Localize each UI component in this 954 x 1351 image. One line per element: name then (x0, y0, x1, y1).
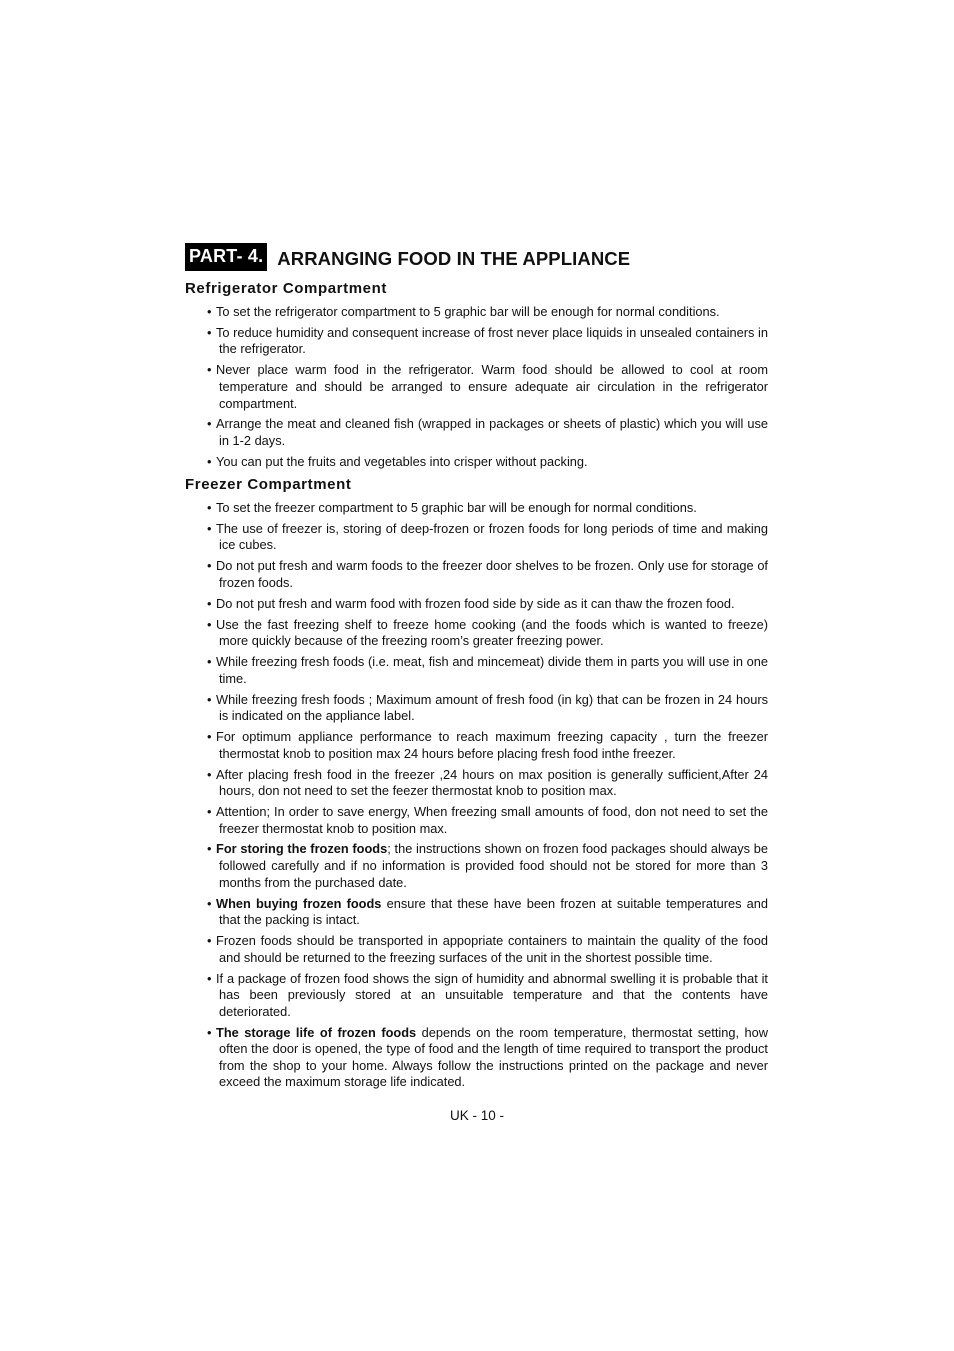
freezer-list (185, 500, 768, 1091)
page-number: UK - 10 - (449, 1108, 504, 1123)
list-item: • Frozen foods should be transported in appopriate containers to maintain the quality of the food and should be returned to the freezing surfaces of the unit in the shortest possible time. (207, 933, 768, 965)
refrigerator-section-title: Refrigerator Compartment (185, 280, 387, 297)
list-item: • Never place warm food in the refrigerator. Warm food should be allowed to cool at room temperature and should be arranged to ensure adequate air circulation in the refrigerator compartment. (207, 362, 768, 411)
list-item: • After placing fresh food in the freezer ,24 hours on max position is generally sufficient,After 24 hours, don not need to set the feezer thermostat knob to position max. (207, 766, 768, 799)
list-item: • For optimum appliance performance to reach maximum freezing capacity , turn the freezer thermostat knob to position max 24 hours before placing fresh food inthe freezer. (207, 729, 768, 761)
part-badge: PART- 4. (185, 243, 267, 271)
emphasis: For storing the frozen foods (216, 841, 388, 857)
refrigerator-list (185, 304, 768, 471)
list-item: • The use of freezer is, storing of deep-frozen or frozen foods for long periods of time and making ice cubes. (207, 520, 768, 553)
manual-page (185, 243, 768, 1095)
freezer-section-title: Freezer Compartment (185, 475, 352, 493)
list-item: • Do not put fresh and warm foods to the freezer door shelves to be frozen. Only use for storage of frozen foods. (207, 558, 768, 590)
list-item: • For storing the frozen foods; the instructions shown on frozen food packages should always be followed carefully and if no information is provided food should not be stored for more than 3 months from the purchased date. (207, 841, 768, 890)
list-item: • When buying frozen foods ensure that these have been frozen at suitable temperatures and that the packing is intact. (207, 895, 768, 928)
list-item: • To set the refrigerator compartment to 5 graphic bar will be enough for normal conditions. (207, 304, 720, 319)
list-item: • Arrange the meat and cleaned fish (wrapped in packages or sheets of plastic) which you will use in 1-2 days. (207, 416, 768, 449)
list-item: • Use the fast freezing shelf to freeze home cooking (and the foods which is wanted to freeze) more quickly because of the freezing room’s greater freezing power. (207, 616, 768, 649)
page-title: ARRANGING FOOD IN THE APPLIANCE (277, 247, 631, 269)
list-item: • You can put the fruits and vegetables into crisper without packing. (207, 453, 588, 469)
emphasis: The storage life of frozen foods (216, 1024, 417, 1040)
list-item: • Do not put fresh and warm food with frozen food side by side as it can thaw the frozen food. (207, 595, 735, 611)
list-item: • To set the freezer compartment to 5 graphic bar will be enough for normal conditions. (207, 499, 697, 515)
list-item: • Attention; In order to save energy, When freezing small amounts of food, don not need to set the freezer thermostat knob to position max. (207, 804, 768, 836)
emphasis: When buying frozen foods (216, 895, 382, 911)
list-item: • The storage life of frozen foods depends on the room temperature, thermostat setting, how often the door is opened, the type of food and the length of time required to transport the product from the shop to your home. Always follow the instructions printed on the package and never exceed the maximum storage life indicated. (207, 1024, 768, 1090)
list-item: • While freezing fresh foods ; Maximum amount of fresh food (in kg) that can be frozen in 24 hours is indicated on the appliance label. (207, 691, 768, 724)
list-item: • If a package of frozen food shows the sign of humidity and abnormal swelling it is probable that it has been previously stored at an unsuitable temperature and that the contents have deteriorated. (207, 970, 768, 1019)
list-item: • While freezing fresh foods (i.e. meat, fish and mincemeat) divide them in parts you will use in one time. (207, 654, 768, 686)
part-header (185, 243, 768, 271)
list-item: • To reduce humidity and consequent increase of frost never place liquids in unsealed containers in the refrigerator. (207, 324, 768, 357)
